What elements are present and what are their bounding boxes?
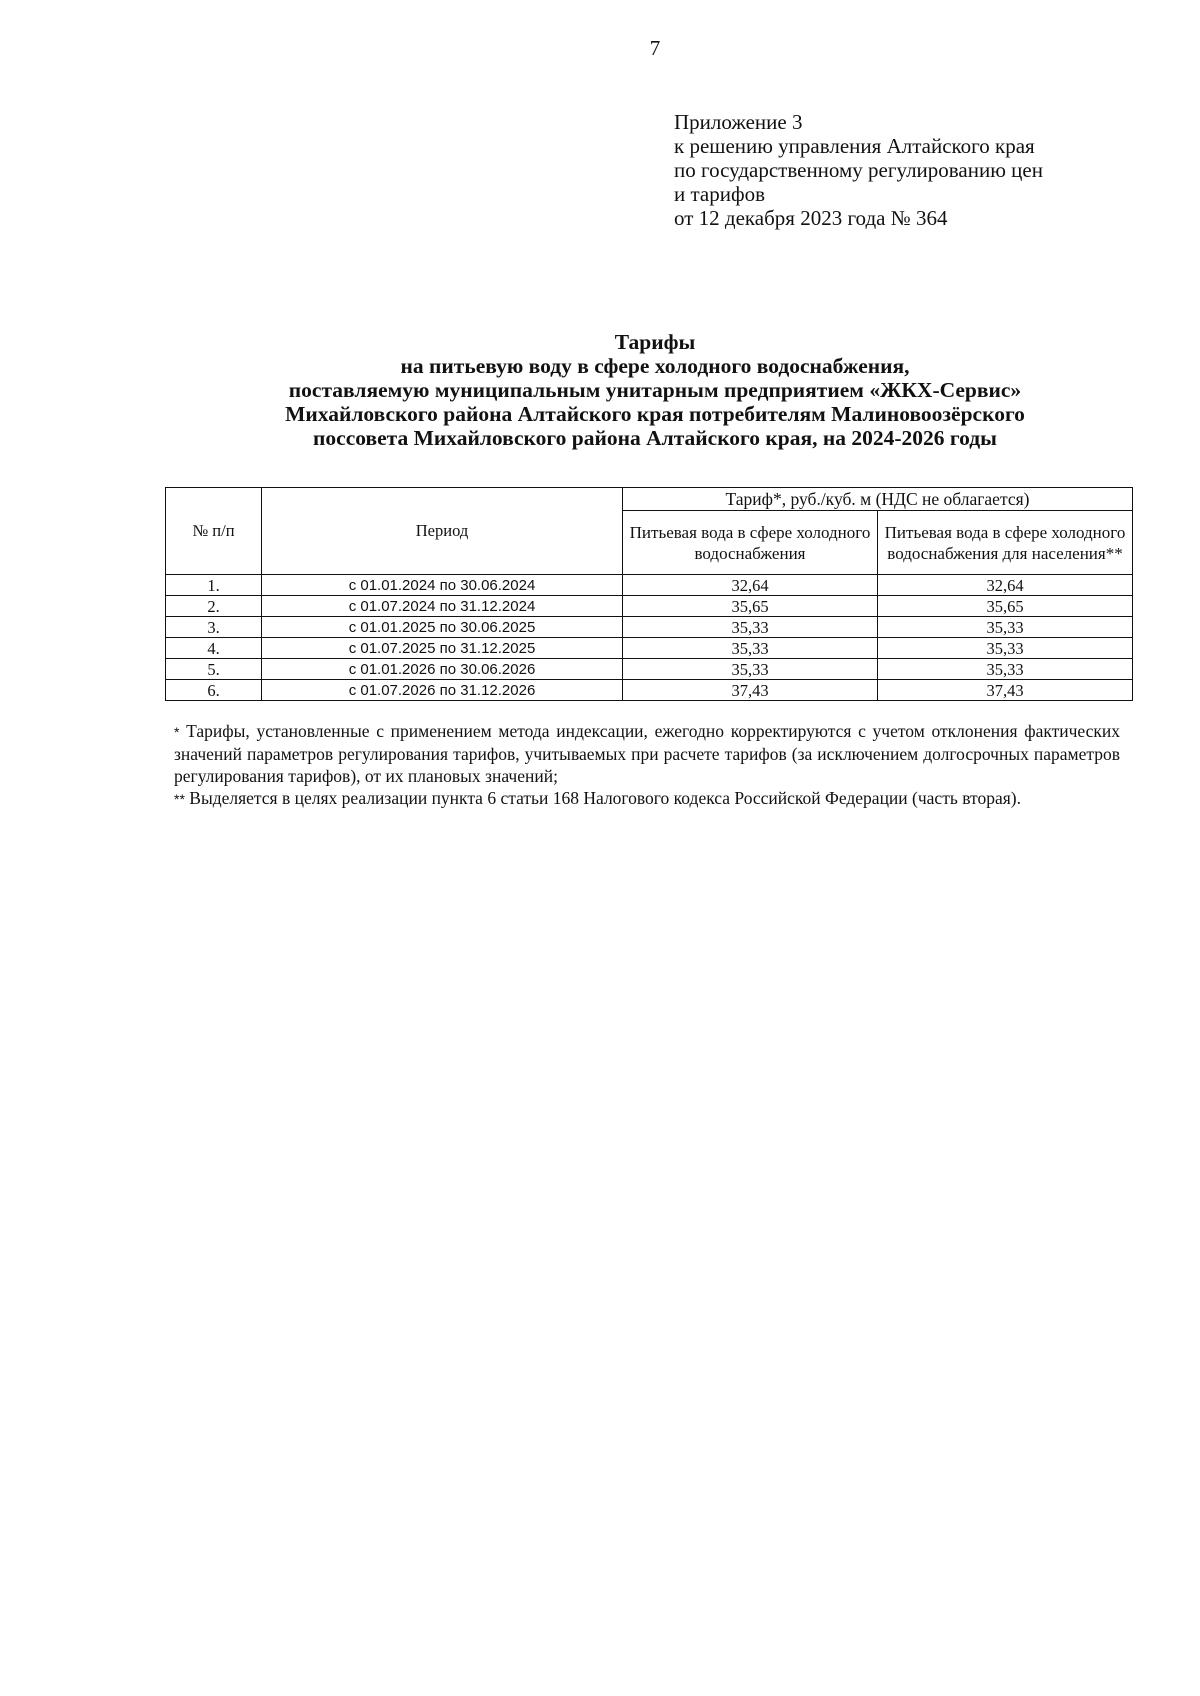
appendix-line: к решению управления Алтайского края	[674, 134, 1035, 158]
row-num: 1.	[166, 575, 262, 596]
row-tariff-b: 35,33	[878, 617, 1133, 638]
table-row	[166, 596, 1133, 617]
row-period: с 01.07.2024 по 31.12.2024	[262, 596, 623, 617]
row-num: 3.	[166, 617, 262, 638]
row-tariff-b: 35,33	[878, 659, 1133, 680]
header-drinking-water-label: Питьевая вода в сфере холодного водоснабжения	[629, 522, 871, 563]
header-drinking-water-population	[878, 511, 1133, 575]
header-drinking-water-population-label: Питьевая вода в сфере холодного водоснабжения для населения**	[884, 522, 1126, 563]
footnote-2-text: Выделяется в целях реализации пункта 6 статьи 168 Налогового кодекса Российской Федерации (часть вторая).	[189, 788, 1021, 808]
footnote-1-text: Тарифы, установленные с применением метода индексации, ежегодно корректируются с учетом отклонения фактических значений параметров регулирования тарифов, учитываемых при расчете тарифов (за исключением долгосрочных параметров регулирования тарифов), от их плановых значений;	[174, 721, 1121, 786]
title-line: Тарифы	[614, 330, 696, 354]
title-line: на питьевую воду в сфере холодного водоснабжения,	[400, 354, 910, 378]
row-tariff-a: 35,33	[623, 638, 878, 659]
row-num: 2.	[166, 596, 262, 617]
row-tariff-a: 32,64	[623, 575, 878, 596]
row-tariff-b: 35,65	[878, 596, 1133, 617]
tariff-table	[165, 487, 1133, 701]
footnote-2	[174, 787, 1120, 810]
title-line: Михайловского района Алтайского края потребителям Малиновоозёрского	[285, 402, 1025, 426]
header-tariff: Тариф*, руб./куб. м (НДС не облагается)	[623, 488, 1133, 511]
row-tariff-b: 35,33	[878, 638, 1133, 659]
appendix-line: Приложение 3	[674, 110, 803, 134]
row-period: с 01.07.2026 по 31.12.2026	[262, 680, 623, 701]
row-tariff-a: 35,33	[623, 617, 878, 638]
appendix-line: по государственному регулированию цен	[674, 158, 1043, 182]
header-drinking-water	[623, 511, 878, 575]
title-line: поссовета Михайловского района Алтайского края, на 2024-2026 годы	[313, 426, 997, 450]
row-num: 5.	[166, 659, 262, 680]
title-line: поставляемую муниципальным унитарным предприятием «ЖКХ-Сервис»	[288, 378, 1022, 402]
document-title	[150, 330, 1160, 450]
header-num: № п/п	[166, 488, 262, 575]
row-tariff-b: 37,43	[878, 680, 1133, 701]
table-row	[166, 575, 1133, 596]
appendix-block	[674, 110, 1043, 230]
row-tariff-a: 37,43	[623, 680, 878, 701]
appendix-line: от 12 декабря 2023 года № 364	[674, 206, 948, 230]
page-number: 7	[649, 36, 661, 60]
footnote-1	[174, 720, 1120, 787]
appendix-line: и тарифов	[674, 182, 766, 206]
table-row	[166, 617, 1133, 638]
row-period: с 01.01.2025 по 30.06.2025	[262, 617, 623, 638]
row-period: с 01.07.2025 по 31.12.2025	[262, 638, 623, 659]
footnote-1-mark: *	[174, 724, 180, 740]
row-num: 4.	[166, 638, 262, 659]
table-row	[166, 659, 1133, 680]
table-row	[166, 638, 1133, 659]
row-tariff-a: 35,65	[623, 596, 878, 617]
row-num: 6.	[166, 680, 262, 701]
footnotes	[174, 720, 1120, 810]
row-tariff-a: 35,33	[623, 659, 878, 680]
row-period: с 01.01.2026 по 30.06.2026	[262, 659, 623, 680]
row-tariff-b: 32,64	[878, 575, 1133, 596]
table-row	[166, 680, 1133, 701]
header-period: Период	[262, 488, 623, 575]
footnote-2-mark: **	[174, 791, 185, 807]
row-period: с 01.01.2024 по 30.06.2024	[262, 575, 623, 596]
